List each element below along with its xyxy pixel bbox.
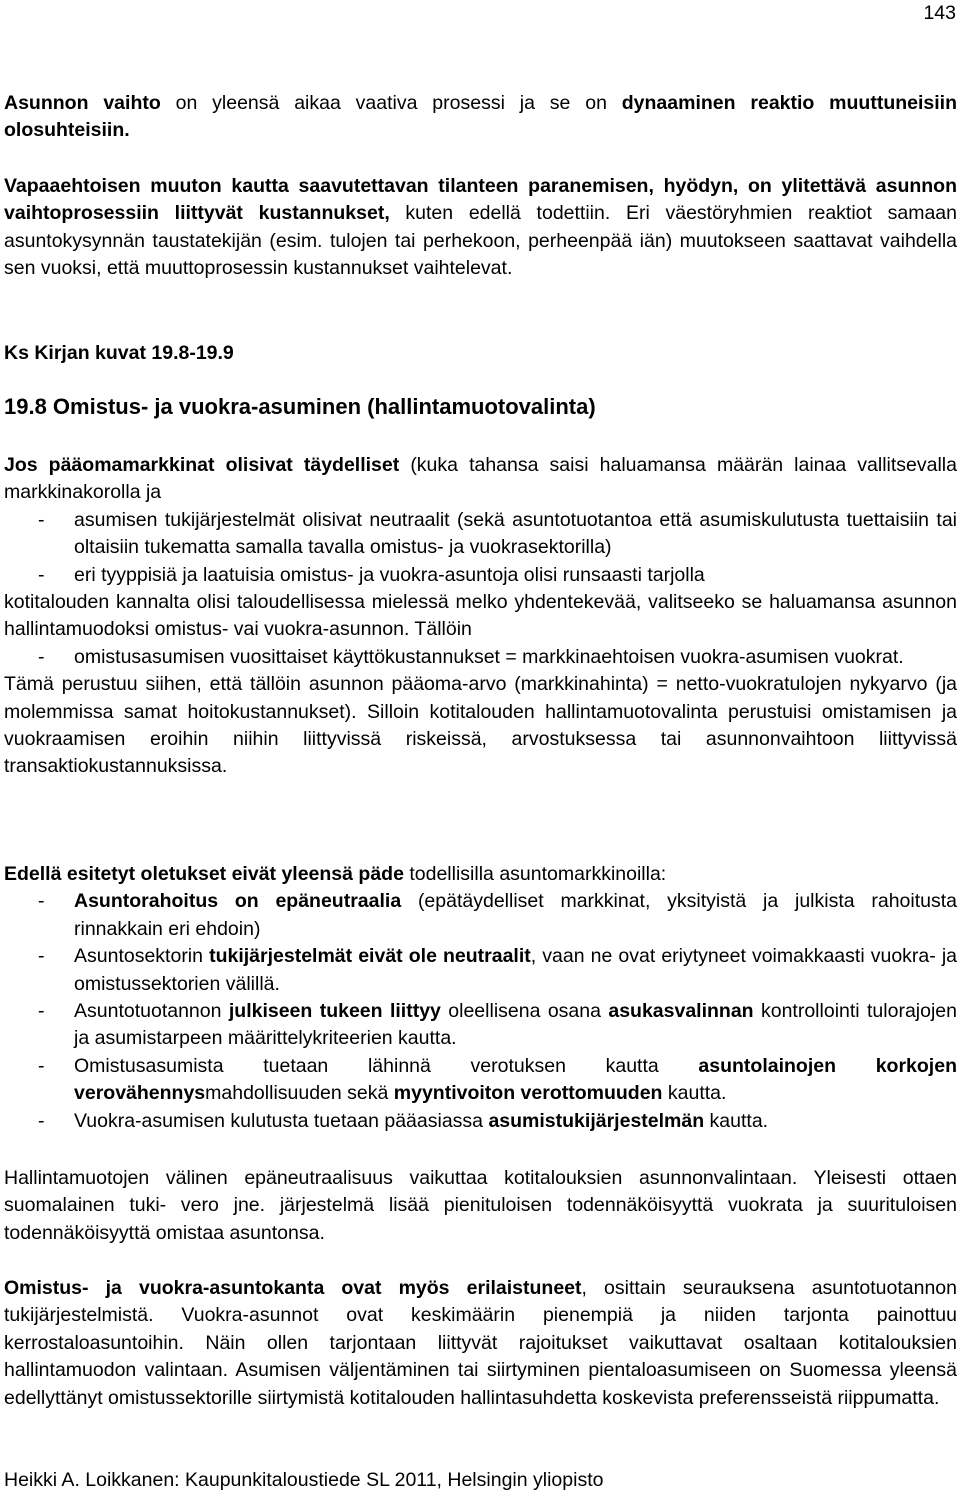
- paragraph-capital-value: Tämä perustuu siihen, että tällöin asunnon pääoma-arvo (markkinahinta) = netto-vuokratulojen nykyarvo (ja molemmissa samat hoitokustannukset). Silloin kotitalouden hallintamuotovalinta perustuisi omistamisen ja vuokraamisen eroihin niihin liittyvissä riskeissä, arvostuksessa tai asunnonvaihtoon liittyvissä transaktiokustannuksissa.: [4, 673, 957, 778]
- section-heading: 19.8 Omistus- ja vuokra-asuminen (hallintamuotovalinta): [4, 394, 596, 419]
- book-figure-reference: [4, 340, 957, 367]
- bold-text: Vapaaehtoisen muuton kautta saavutettavan tilanteen paranemisen, hyödyn, on ylitettävä asunnon vaihtoprosessiin liittyvät kustannukset,: [4, 175, 957, 225]
- paragraph-capital-markets: [4, 452, 957, 781]
- body-text: , osittain seurauksena asuntotuotannon tukijärjestelmistä. Vuokra-asunnot ovat keskimäärin pienempiä ja niiden tarjonta painottuu kerrostaloasuntoihin. Näin ollen tarjontaan liittyvät rajoitukset vaikuttavat osaltaan kotitalouksien hallintamuodon valintaan. Asumisen väljentäminen tai siirtyminen pientaloasumiseen on Suomessa yleensä edellyttänyt omistussektorille siirtymistä kotitalouden hallintasuhdetta koskevista preferensseistä riippumatta.: [4, 1277, 957, 1409]
- list-item: - Vuokra-asumisen kulutusta tuetaan pääasiassa asumistukijärjestelmän kautta.: [38, 1109, 769, 1132]
- body-text: Hallintamuotojen välinen epäneutraalisuus vaikuttaa kotitalouksien asunnonvalintaan. Yleisesti ottaen suomalainen tuki- vero jne. järjestelmä lisää pienituloisen todennäköisyyttä vuokrata ja suurituloisen todennäköisyyttä omistaa asuntonsa.: [4, 1167, 957, 1244]
- paragraph-intro: [4, 90, 957, 145]
- body-text: todellisilla asuntomarkkinoilla:: [403, 863, 667, 885]
- list-item: - Asuntosektorin tukijärjestelmät eivät ole neutraalit, vaan ne ovat eriytyneet voimakkaasti vuokra- ja omistussektorien välillä.: [38, 945, 958, 995]
- body-text: (kuka tahansa saisi haluamansa määrän lainaa vallitsevalla markkinakorolla ja: [4, 454, 957, 504]
- body-text: kuten edellä todettiin. Eri väestöryhmien reaktiot samaan asuntokysynnän taustatekijän (esim. tulojen tai perhekoon, perheenpää iän) muutokseen saattavat vaihdella sen vuoksi, että muuttoprosessin kustannukset vaihtelevat.: [4, 202, 957, 280]
- list-item: - eri tyyppisiä ja laatuisia omistus- ja vuokra-asuntoja olisi runsaasti tarjolla: [38, 563, 705, 586]
- paragraph-assumptions: [4, 861, 957, 1135]
- bold-text: Jos pääomamarkkinat olisivat täydelliset: [4, 454, 400, 476]
- list-item: - omistusasumisen vuosittaiset käyttökustannukset = markkinaehtoisen vuokra-asumisen vuokrat.: [38, 645, 904, 668]
- bold-text: Edellä esitetyt oletukset eivät yleensä päde: [4, 863, 404, 885]
- list-item-text: omistusasumisen vuosittaiset käyttökustannukset = markkinaehtoisen vuokra-asumisen vuokrat.: [74, 645, 904, 668]
- list-item: - Omistusasumista tuetaan lähinnä verotuksen kautta asuntolainojen korkojen verovähennysmahdollisuuden sekä myyntivoiton verottomuuden kautta.: [38, 1054, 957, 1105]
- list-item: - Asuntorahoitus on epäneutraalia (epätäydelliset markkinat, yksityistä ja julkista rahoitusta rinnakkain eri ehdoin): [38, 890, 957, 940]
- list-item-text: asumisen tukijärjestelmät olisivat neutraalit (sekä asuntotuotantoa että asumiskulutusta tuettaisiin tai oltaisiin tukematta samalla tavalla omistus- ja vuokrasektorilla): [74, 508, 957, 559]
- body-text: on yleensä aikaa vaativa prosessi ja se on: [160, 92, 622, 114]
- bold-text: dynaaminen reaktio muuttuneisiin olosuhteisiin.: [4, 92, 958, 142]
- paragraph-non-neutrality: [4, 1165, 957, 1247]
- paragraph-voluntary-move: [4, 173, 957, 283]
- list-item: - Asuntotuotannon julkiseen tukeen liittyy oleellisena osana asukasvalinnan kontrollointi tulorajojen ja asumistarpeen määrittelykriteerien kautta.: [38, 1000, 957, 1050]
- bold-text: Omistus- ja vuokra-asuntokanta ovat myös erilaistuneet: [4, 1277, 582, 1299]
- list-item-text: eri tyyppisiä ja laatuisia omistus- ja vuokra-asuntoja olisi runsaasti tarjolla: [74, 563, 705, 586]
- bold-text: Asunnon vaihto: [4, 92, 161, 114]
- paragraph-indifference: kotitalouden kannalta olisi taloudellisessa mielessä melko yhdentekevää, valitseeko se haluamansa asunnon hallintamuodoksi omistus- vai vuokra-asunnon. Tällöin: [4, 591, 957, 641]
- reference-text: Ks Kirjan kuvat 19.8-19.9: [4, 342, 234, 364]
- list-item: - asumisen tukijärjestelmät olisivat neutraalit (sekä asuntotuotantoa että asumiskulutusta tuettaisiin tai oltaisiin tukematta samalla tavalla omistus- ja vuokrasektorilla): [38, 508, 957, 559]
- paragraph-housing-stock: [4, 1275, 957, 1412]
- page-footer: Heikki A. Loikkanen: Kaupunkitaloustiede SL 2011, Helsingin yliopisto: [4, 1469, 604, 1491]
- page-number: 143: [923, 2, 956, 24]
